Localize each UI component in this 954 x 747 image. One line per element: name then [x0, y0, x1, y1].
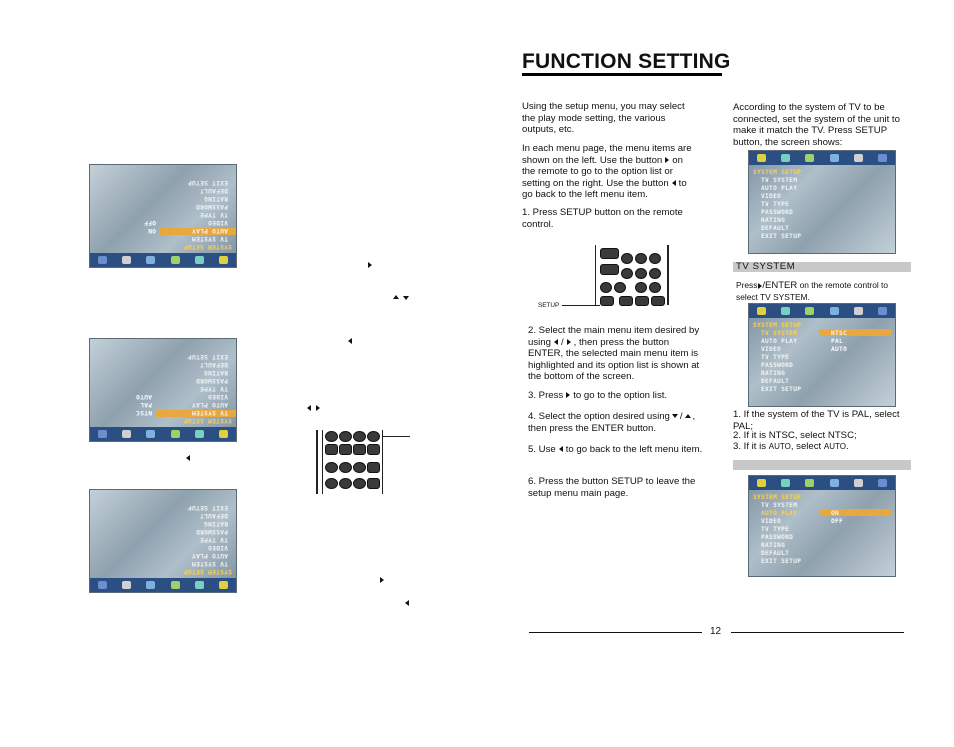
- section-heading: TV SYSTEM: [736, 261, 796, 272]
- osd-option: PAL: [139, 401, 152, 408]
- osd-option: OFF: [143, 219, 156, 226]
- disc-icon: [219, 581, 228, 589]
- osd-item: TV TYPE: [199, 385, 228, 392]
- audio-icon: [781, 154, 790, 162]
- remote-button: [325, 431, 338, 442]
- step-4: 4. Select the option desired using / , then press the ENTER button.: [528, 411, 696, 434]
- remote-button: [325, 478, 338, 489]
- remote-button: [367, 431, 380, 442]
- osd-option: ON: [147, 227, 156, 234]
- step-5: 5. Use to go back to the left menu item.: [528, 444, 703, 455]
- remote-button: [367, 462, 380, 473]
- left-arrow-icon: [672, 180, 676, 186]
- osd-item: EXIT SETUP: [761, 558, 802, 565]
- osd-icon-bar: [90, 578, 236, 592]
- osd-item: DEFAULT: [761, 378, 790, 385]
- osd-item: RATING: [203, 195, 228, 202]
- mirrored-osd-system-setup: [89, 489, 237, 593]
- osd-option: PAL: [831, 338, 844, 345]
- setup-callout-label: SETUP: [538, 302, 560, 309]
- osd-item: AUTO PLAY: [761, 510, 798, 517]
- osd-item: VIDEO: [207, 219, 228, 226]
- lock-icon: [122, 430, 131, 438]
- osd-item: PASSWORD: [761, 362, 794, 369]
- osd-item: DEFAULT: [199, 512, 228, 519]
- osd-system-setup: [748, 150, 896, 254]
- osd-item: PASSWORD: [195, 528, 228, 535]
- number-button: [649, 282, 661, 293]
- video-icon: [171, 256, 180, 264]
- left-arrow-icon: [186, 455, 190, 461]
- note-2: 2. If it is NTSC, select NTSC;: [733, 430, 857, 441]
- speaker-icon: [146, 581, 155, 589]
- osd-item: TV TYPE: [199, 211, 228, 218]
- remote-illustration: [595, 245, 675, 305]
- settings-icon: [98, 581, 107, 589]
- speaker-icon: [146, 430, 155, 438]
- osd-item: PASSWORD: [195, 377, 228, 384]
- osd-header: SYSTEM SETUP: [183, 417, 232, 424]
- osd-icon-bar: [749, 151, 895, 165]
- osd-item: TV SYSTEM: [191, 235, 228, 242]
- osd-item: EXIT SETUP: [761, 233, 802, 240]
- osd-item: DEFAULT: [199, 361, 228, 368]
- remote-button: [353, 462, 366, 473]
- remote-button: [325, 462, 338, 473]
- osd-item: AUTO PLAY: [191, 401, 228, 408]
- lock-icon: [854, 307, 863, 315]
- osd-header: SYSTEM SETUP: [183, 243, 232, 250]
- settings-icon: [98, 256, 107, 264]
- remote-button: [367, 444, 380, 455]
- disc-icon: [757, 479, 766, 487]
- step-2: 2. Select the main menu item desired by using / , then press the button ENTER, the selected main menu item is highlighted and its option list is shown at the bottom of the screen.: [528, 325, 700, 383]
- osd-icon-bar: [90, 427, 236, 441]
- disc-icon: [219, 430, 228, 438]
- osd-item: TV TYPE: [199, 536, 228, 543]
- remote-button: [353, 478, 366, 489]
- page-number: 12: [710, 626, 722, 637]
- number-button: [614, 282, 626, 293]
- osd-item: VIDEO: [761, 518, 782, 525]
- speaker-icon: [146, 256, 155, 264]
- osd-header: SYSTEM SETUP: [753, 169, 802, 176]
- speaker-icon: [830, 307, 839, 315]
- up-arrow-icon: [393, 295, 399, 299]
- osd-icon-bar: [749, 304, 895, 318]
- menu-explanation-paragraph: In each menu page, the menu items are shown on the left. Use the button on the remote to go to the option list or setting on the right. Use the button to go back to the left menu item.: [522, 143, 692, 201]
- section-bar-tv-system: [733, 262, 911, 272]
- settings-icon: [878, 479, 887, 487]
- audio-icon: [195, 581, 204, 589]
- audio-icon: [195, 430, 204, 438]
- menu-button: [635, 296, 649, 306]
- down-arrow-icon: [403, 296, 409, 300]
- number-button: [621, 268, 633, 279]
- number-button: [621, 253, 633, 264]
- step-3: 3. Press to go to the option list.: [528, 390, 668, 401]
- osd-item: VIDEO: [761, 346, 782, 353]
- osd-item: TV TYPE: [761, 201, 790, 208]
- setup-button: [600, 296, 614, 306]
- osd-icon-bar: [90, 253, 236, 267]
- remote-button: [325, 444, 338, 455]
- press-enter-instruction: Press /ENTER on the remote control to select TV SYSTEM.: [736, 280, 889, 302]
- osd-item: TV SYSTEM: [191, 560, 228, 567]
- osd-option: NTSC: [831, 330, 848, 337]
- number-button: [649, 253, 661, 264]
- lock-icon: [854, 479, 863, 487]
- remote-button: [339, 431, 352, 442]
- osd-item: TV SYSTEM: [761, 177, 798, 184]
- disc-icon: [219, 256, 228, 264]
- right-arrow-icon: [567, 339, 571, 345]
- osd-header: SYSTEM SETUP: [753, 322, 802, 329]
- video-icon: [805, 307, 814, 315]
- remote-button: [353, 431, 366, 442]
- left-arrow-icon: [405, 600, 409, 606]
- settings-icon: [878, 307, 887, 315]
- osd-item: AUTO PLAY: [761, 338, 798, 345]
- osd-item: AUTO PLAY: [191, 552, 228, 559]
- right-arrow-icon: [380, 577, 384, 583]
- audio-icon: [781, 307, 790, 315]
- number-button: [649, 268, 661, 279]
- osd-item: RATING: [203, 520, 228, 527]
- video-icon: [171, 581, 180, 589]
- osd-option: AUTO: [135, 393, 152, 400]
- remote-button: [339, 478, 352, 489]
- left-arrow-icon: [554, 339, 558, 345]
- osd-item: TV SYSTEM: [191, 409, 228, 416]
- osd-item: TV TYPE: [761, 354, 790, 361]
- osd-icon-bar: [749, 476, 895, 490]
- footer-rule-left: [529, 632, 702, 633]
- osd-auto-play: [748, 475, 896, 577]
- mirrored-remote-illustration: [316, 430, 410, 494]
- right-arrow-icon: [316, 405, 320, 411]
- step-6: 6. Press the button SETUP to leave the setup menu main page.: [528, 476, 696, 499]
- osd-option: ON: [831, 510, 840, 517]
- left-arrow-icon: [348, 338, 352, 344]
- osd-item: RATING: [203, 369, 228, 376]
- lock-icon: [122, 581, 131, 589]
- mirrored-osd-tv-system: [89, 338, 237, 442]
- right-arrow-icon: [368, 262, 372, 268]
- osd-item: EXIT SETUP: [187, 353, 228, 360]
- number-button: [635, 253, 647, 264]
- video-icon: [805, 479, 814, 487]
- osd-item: PASSWORD: [761, 534, 794, 541]
- osd-header: SYSTEM SETUP: [183, 568, 232, 575]
- osd-item: RATING: [761, 370, 786, 377]
- osd-option: AUTO: [831, 346, 848, 353]
- left-arrow-icon: [559, 446, 563, 452]
- osd-item: RATING: [761, 542, 786, 549]
- osd-item: VIDEO: [207, 544, 228, 551]
- osd-item: PASSWORD: [195, 203, 228, 210]
- intro-paragraph: Using the setup menu, you may select the play mode setting, the various outputs, etc.: [522, 101, 685, 136]
- osd-item: DEFAULT: [199, 187, 228, 194]
- audio-button: [600, 264, 619, 275]
- remote-button: [339, 444, 352, 455]
- footer-rule-right: [731, 632, 904, 633]
- angle-button: [600, 248, 619, 259]
- osd-item: DEFAULT: [761, 225, 790, 232]
- title-underline: [522, 73, 722, 76]
- right-arrow-icon: [665, 157, 669, 163]
- remote-button: [339, 462, 352, 473]
- osd-item: TV SYSTEM: [761, 502, 798, 509]
- setup-callout-line: [562, 305, 600, 306]
- osd-selection-highlight: [819, 329, 891, 336]
- note-1: 1. If the system of the TV is PAL, select PAL;: [733, 409, 900, 432]
- speaker-icon: [830, 154, 839, 162]
- left-arrow-icon: [307, 405, 311, 411]
- mirrored-osd-auto-play: [89, 164, 237, 268]
- osd-item: VIDEO: [207, 393, 228, 400]
- osd-tv-system: [748, 303, 896, 407]
- osd-item: TV TYPE: [761, 526, 790, 533]
- settings-icon: [878, 154, 887, 162]
- lock-icon: [122, 256, 131, 264]
- osd-item: PASSWORD: [761, 209, 794, 216]
- number-button: [635, 268, 647, 279]
- step-1: 1. Press SETUP button on the remote control.: [522, 207, 683, 230]
- osd-selection-highlight: [819, 509, 891, 516]
- osd-item: TV SYSTEM: [761, 330, 798, 337]
- section-bar-auto-play: [733, 460, 911, 470]
- audio-icon: [195, 256, 204, 264]
- page-title: FUNCTION SETTING: [522, 50, 731, 73]
- osd-item: AUTO PLAY: [191, 227, 228, 234]
- remote-button: [353, 444, 366, 455]
- note-3: 3. If it is AUTO, select AUTO.: [733, 441, 849, 452]
- osd-item: EXIT SETUP: [187, 179, 228, 186]
- disc-icon: [757, 154, 766, 162]
- osd-header: SYSTEM SETUP: [753, 494, 802, 501]
- osd-item: VIDEO: [761, 193, 782, 200]
- osd-item: RATING: [761, 217, 786, 224]
- title-button: [619, 296, 633, 306]
- up-arrow-icon: [685, 414, 691, 418]
- number-button: [600, 282, 612, 293]
- osd-item: AUTO PLAY: [761, 185, 798, 192]
- right-arrow-icon: [566, 392, 570, 398]
- osd-item: EXIT SETUP: [761, 386, 802, 393]
- video-icon: [171, 430, 180, 438]
- audio-icon: [781, 479, 790, 487]
- disc-icon: [757, 307, 766, 315]
- settings-icon: [98, 430, 107, 438]
- channel-button: [651, 296, 665, 306]
- tv-system-intro: According to the system of TV to be connected, set the system of the unit to make it match the TV. Press SETUP button, the screen shows:: [733, 102, 900, 148]
- down-arrow-icon: [672, 414, 678, 418]
- number-button: [635, 282, 647, 293]
- osd-item: EXIT SETUP: [187, 504, 228, 511]
- osd-option: OFF: [831, 518, 844, 525]
- osd-option: NTSC: [135, 409, 152, 416]
- video-icon: [805, 154, 814, 162]
- speaker-icon: [830, 479, 839, 487]
- osd-item: DEFAULT: [761, 550, 790, 557]
- remote-button: [367, 478, 380, 489]
- lock-icon: [854, 154, 863, 162]
